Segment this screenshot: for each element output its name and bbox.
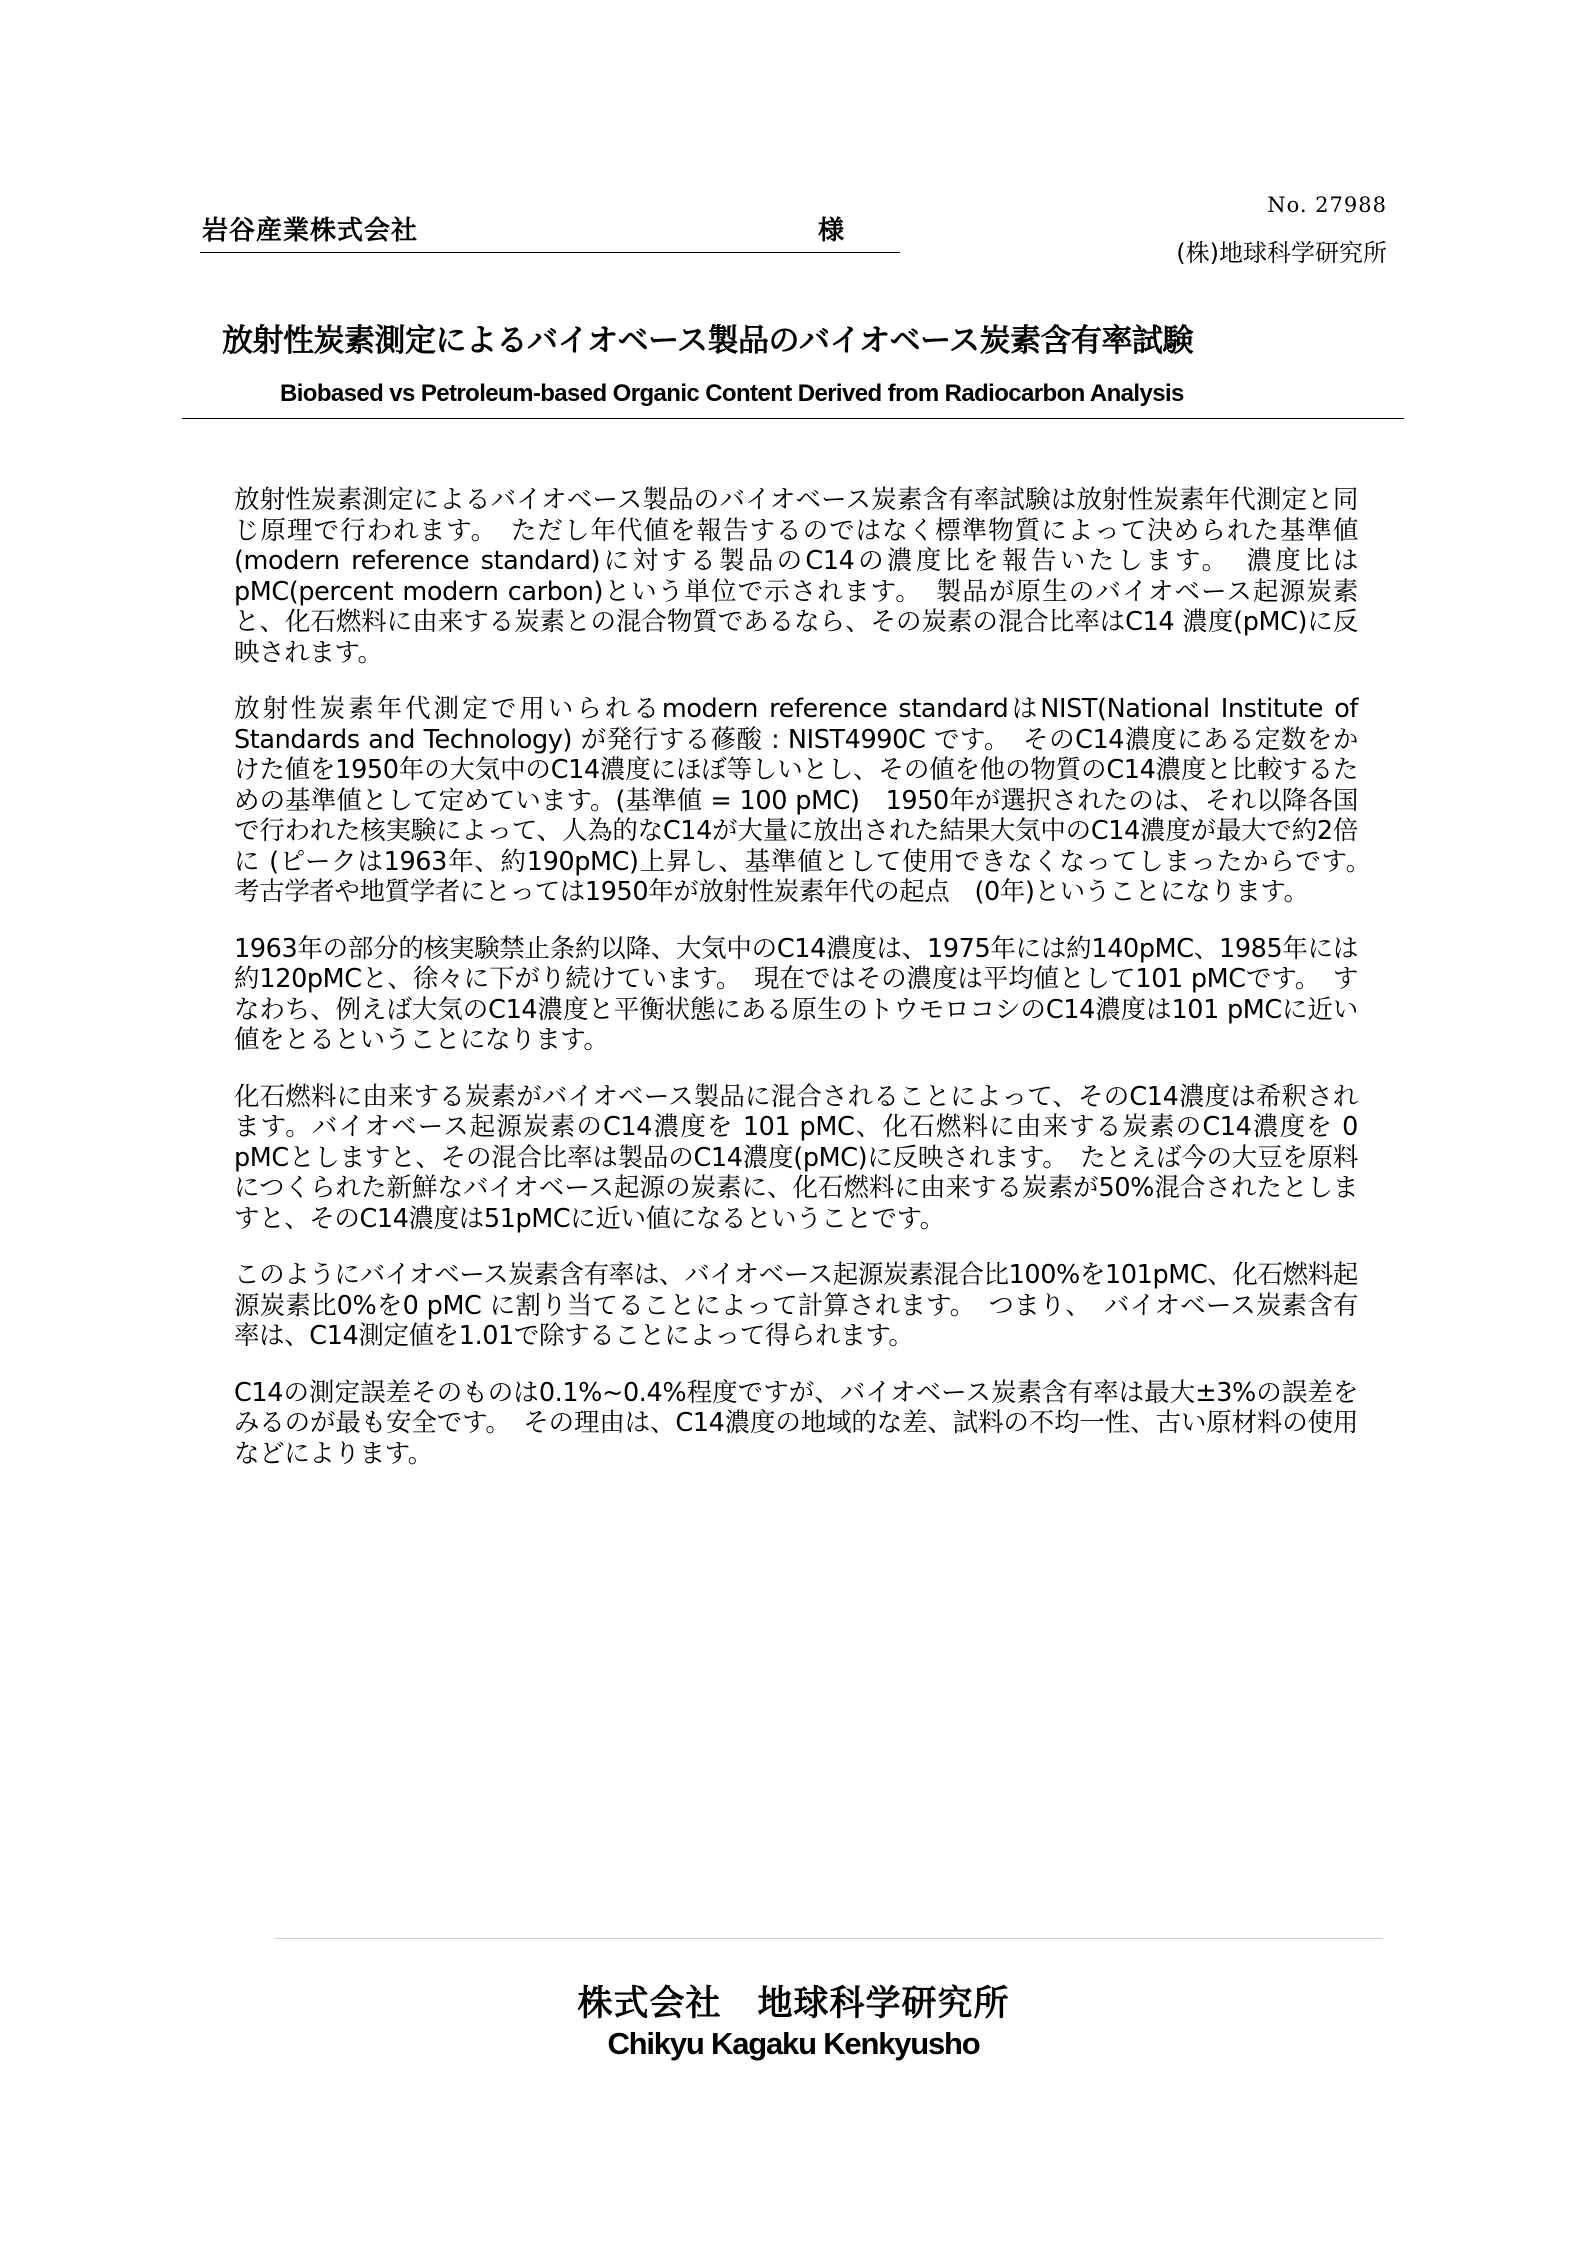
body-paragraph-5: このようにバイオベース炭素含有率は、バイオベース起源炭素混合比100%を101pMC、化石燃料起源炭素比0%を0 pMC に割り当てることによって計算されます。 つまり、 バイオベース炭素含有率は、C14測定値を1.01で除することによって得られます。 [234,1260,1358,1351]
title-divider [182,418,1404,419]
document-number: No. 27988 [1267,193,1387,217]
document-body [234,485,1384,1495]
client-name: 岩谷産業株式会社 [202,216,419,246]
issuer-name: (株)地球科学研究所 [1176,239,1387,267]
body-paragraph-4: 化石燃料に由来する炭素がバイオベース製品に混合されることによって、そのC14濃度は希釈されます。バイオベース起源炭素のC14濃度を 101 pMC、化石燃料に由来する炭素のC14濃度を 0 pMCとしますと、その混合比率は製品のC14濃度(pMC)に反映されます。 たとえば今の大豆を原料につくられた新鮮なバイオベース起源の炭素に、化石燃料に由来する炭素が50%混合されたとしますと、そのC14濃度は51pMCに近い値になるということです。 [234,1081,1358,1234]
body-paragraph-2: 放射性炭素年代測定で用いられるmodern reference standardはNIST(National Institute of Standards and Technology) が発行する蓚酸 : NIST4990C です。 そのC14濃度にある定数をかけた値を1950年の大気中のC14濃度にほぼ等しいとし、その値を他の物質のC14濃度と比較するための基準値として定めています。(基準値 = 100 pMC) 1950年が選択されたのは、それ以降各国で行われた核実験によって、人為的なC14が大量に放出された結果大気中のC14濃度が最大で約2倍に (ピークは1963年、約190pMC)上昇し、基準値として使用できなくなってしまったからです。 考古学者や地質学者にとっては1950年が放射性炭素年代の起点 (0年)ということになります。 [234,694,1384,907]
footer-company-en: Chikyu Kagaku Kenkyusho [607,2026,980,2061]
footer-divider [275,1938,1383,1939]
body-paragraph-3: 1963年の部分的核実験禁止条約以降、大気中のC14濃度は、1975年には約140pMC、1985年には約120pMCと、徐々に下がり続けています。 現在ではその濃度は平均値として101 pMCです。 すなわち、例えば大気のC14濃度と平衡状態にある原生のトウモロコシのC14濃度は101 pMCに近い値をとるということになります。 [234,933,1358,1055]
body-paragraph-1: 放射性炭素測定によるバイオベース製品のバイオベース炭素含有率試験は放射性炭素年代測定と同じ原理で行われます。 ただし年代値を報告するのではなく標準物質によって決められた基準値 (modern reference standard)に対する製品のC14の濃度比を報告いたします。 濃度比はpMC(percent modern carbon)という単位で示されます。 製品が原生のバイオベース起源炭素と、化石燃料に由来する炭素との混合物質であるなら、その炭素の混合比率はC14 濃度(pMC)に反映されます。 [234,485,1358,668]
honorific: 様 [818,216,845,246]
page-title: 放射性炭素測定によるバイオベース製品のバイオベース炭素含有率試験 [222,323,1194,359]
client-header [200,200,900,253]
page-subtitle: Biobased vs Petroleum-based Organic Content Derived from Radiocarbon Analysis [280,380,1184,407]
footer-company-jp: 株式会社 地球科学研究所 [577,1984,1010,2024]
body-paragraph-6: C14の測定誤差そのものは0.1%~0.4%程度ですが、バイオベース炭素含有率は最大±3%の誤差をみるのが最も安全です。 その理由は、C14濃度の地域的な差、試料の不均一性、古い原材料の使用などによります。 [234,1377,1358,1469]
